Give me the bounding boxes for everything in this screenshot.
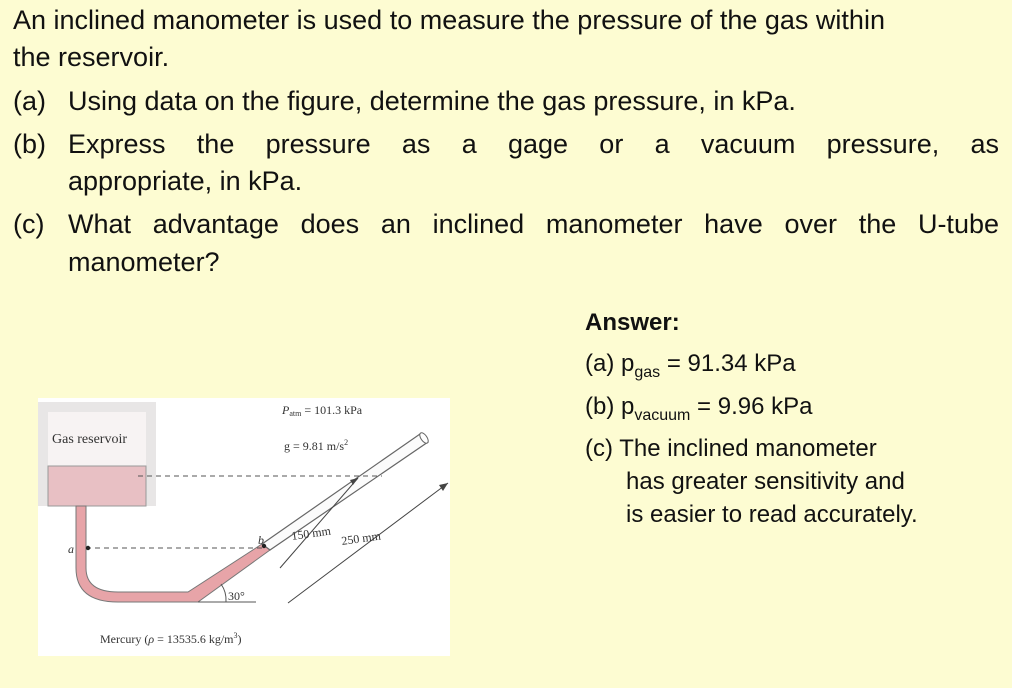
mercury-label — [100, 631, 242, 646]
point-a-marker — [86, 546, 90, 550]
part-c-text-line-2: manometer? — [68, 247, 220, 277]
patm-symbol: P — [282, 403, 290, 417]
patm-value: = 101.3 kPa — [301, 403, 363, 417]
part-c-label: (c) — [13, 209, 45, 239]
answer-b-subscript: vacuum — [634, 406, 691, 424]
part-b-text-line-1: Express the pressure as a gage or a vacuum pressure, as — [68, 129, 999, 159]
manometer-diagram — [38, 398, 450, 656]
answer-a-value: = 91.34 kPa — [660, 350, 796, 377]
gravity-label — [284, 438, 348, 453]
angle-label: 30° — [228, 589, 245, 603]
part-b-text-line-2: appropriate, in kPa. — [68, 166, 303, 196]
mercury-value: = 13535.6 kg/m — [154, 632, 234, 646]
answer-a — [585, 349, 796, 388]
answer-b — [585, 392, 812, 431]
answer-a-subscript: gas — [634, 363, 661, 381]
mercury-sup: 3 — [233, 631, 238, 640]
part-b-label: (b) — [13, 129, 46, 159]
dim-150-label: 150 mm — [290, 523, 332, 543]
point-b-label: b — [258, 533, 264, 547]
mercury-column — [76, 506, 270, 602]
dim-250-label: 250 mm — [340, 528, 382, 548]
reservoir-mercury — [48, 466, 146, 506]
problem-intro-line-2: the reservoir. — [13, 42, 170, 72]
patm-label — [281, 403, 363, 418]
reservoir-label: Gas reservoir — [52, 432, 128, 447]
manometer-figure — [38, 398, 450, 656]
angle-arc — [221, 584, 226, 602]
rho-symbol: ρ — [148, 632, 155, 646]
problem-intro-line-1: An inclined manometer is used to measure the pressure of the gas within — [13, 5, 885, 35]
mercury-suffix: ) — [237, 632, 242, 646]
part-a-label: (a) — [13, 86, 46, 116]
answer-b-value: = 9.96 kPa — [690, 393, 813, 420]
answer-c-line-3: is easier to read accurately. — [626, 501, 918, 528]
answer-a-prefix: (a) p — [585, 350, 635, 377]
gravity-sup: 2 — [344, 438, 349, 447]
answer-c-line-2: has greater sensitivity and — [626, 468, 905, 495]
dim-250-arrow — [439, 483, 448, 491]
answer-b-prefix: (b) p — [585, 393, 635, 420]
gravity-text: g = 9.81 m/s — [284, 439, 345, 453]
point-a-label: a — [68, 542, 74, 556]
part-c-text-line-1: What advantage does an inclined manometer have over the U-tube — [68, 209, 999, 239]
part-a-text: Using data on the figure, determine the gas pressure, in kPa. — [68, 86, 796, 116]
answer-c-line-1: (c) The inclined manometer — [585, 435, 877, 462]
patm-subscript: atm — [289, 409, 302, 418]
answer-heading: Answer: — [585, 309, 680, 336]
mercury-prefix: Mercury ( — [100, 632, 149, 646]
